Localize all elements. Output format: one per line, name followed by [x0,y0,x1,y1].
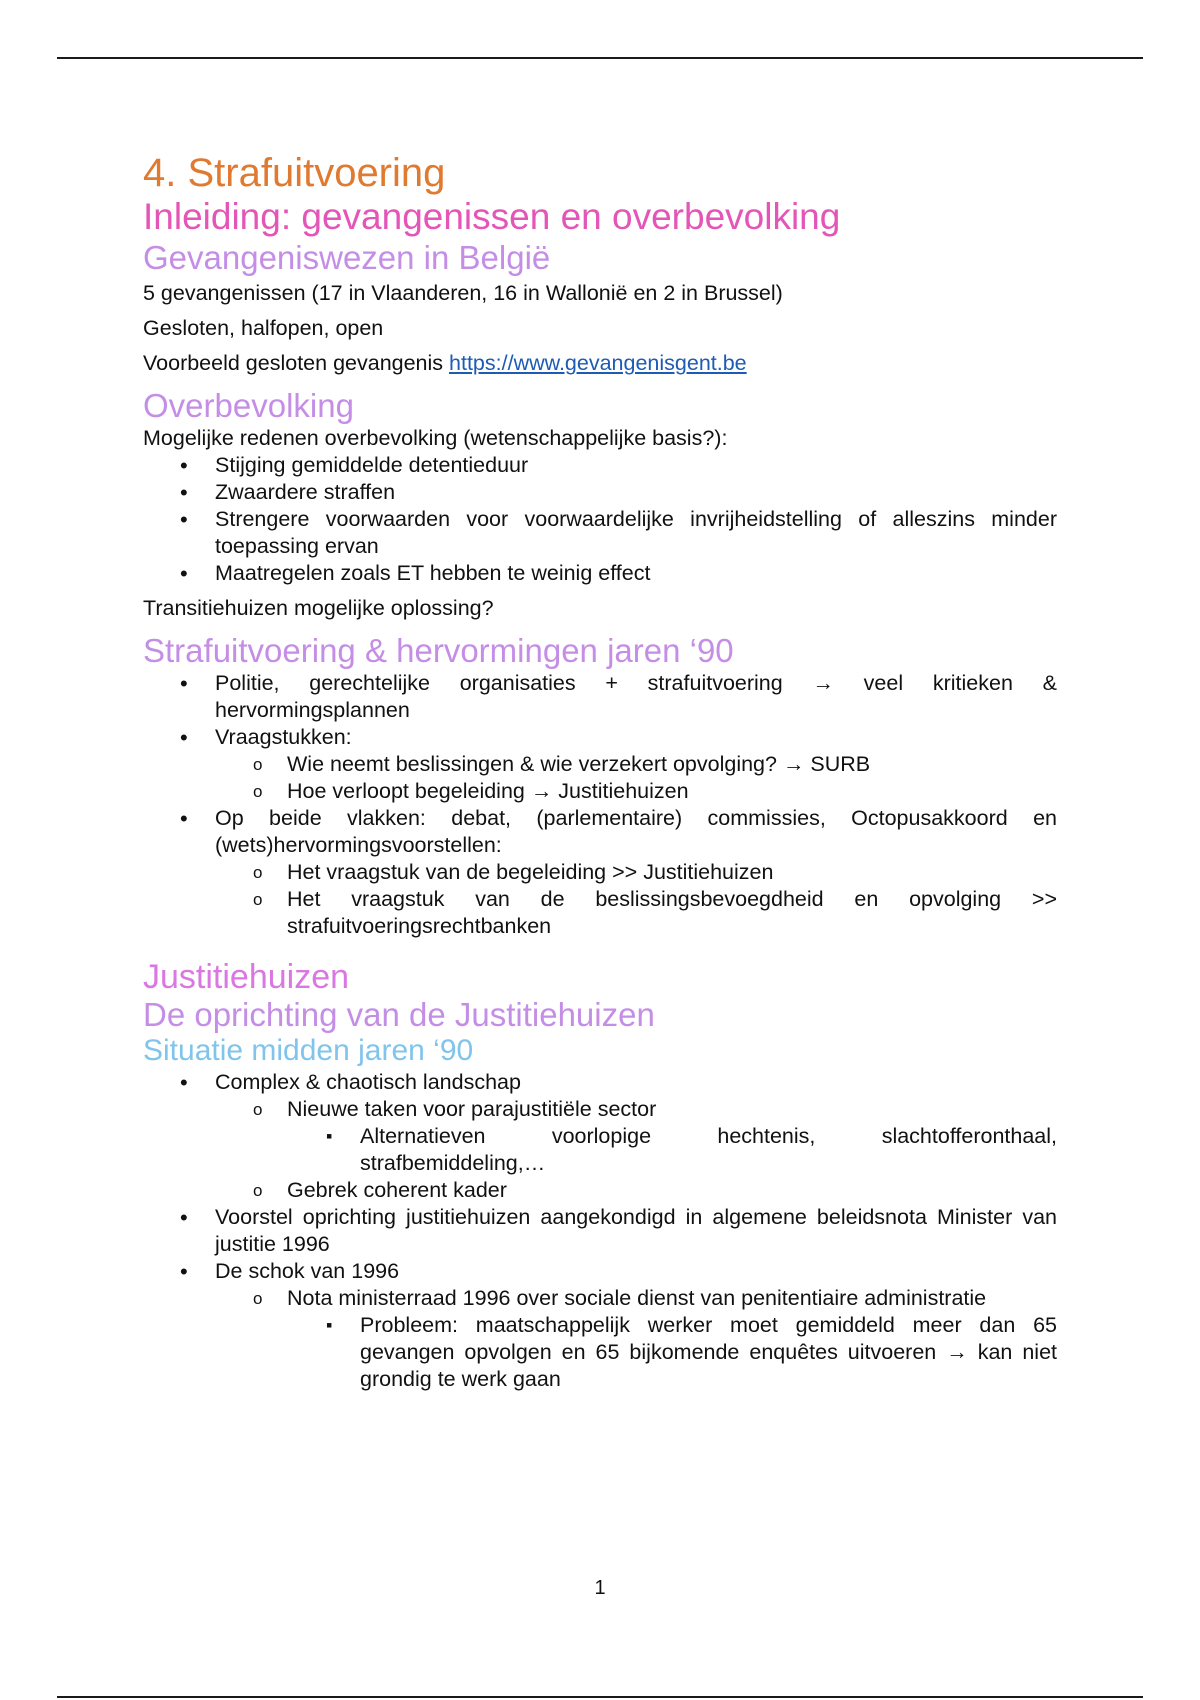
document-page [143,150,1057,1393]
subsection-hervormingen-title: Strafuitvoering & hervormingen jaren ‘90 [143,632,734,670]
situatie-item-3-sub-1: Nota ministerraad 1996 over sociale dienst van penitentiaire administratie [287,1285,987,1310]
hervormingen-list [143,670,1057,940]
belgie-line-3 [143,350,1057,377]
list-subitem: o Het vraagstuk van de begeleiding >> Justitiehuizen [143,859,1057,886]
section-justitiehuizen-title: Justitiehuizen [143,958,350,997]
list-item: • Strengere voorwaarden voor voorwaardelijke invrijheidstelling of alleszins minder toepassing ervan [143,506,1057,560]
subsection-situatie-title: Situatie midden jaren ‘90 [143,1034,474,1068]
page-number: 1 [594,1577,606,1599]
belgie-line-1: 5 gevangenissen (17 in Vlaanderen, 16 in Wallonië en 2 in Brussel) [143,281,783,306]
chapter-title: 4. Strafuitvoering [143,151,446,195]
belgie-line-2: Gesloten, halfopen, open [143,316,384,341]
list-subitem: o Wie neemt beslissingen & wie verzekert opvolging? → SURB [143,751,1057,778]
situatie-item-1-sub-1: Nieuwe taken voor parajustitiële sector [287,1096,657,1121]
gevangenisgent-link[interactable]: https://www.gevangenisgent.be [449,351,747,376]
hervormingen-item-3: Op beide vlakken: debat, (parlementaire) commissies, Octopusakkoord en (wets)hervormingsvoorstellen: [215,806,1057,858]
list-subitem [143,1285,1057,1393]
overbevolking-list [143,452,1057,587]
list-subitem: o Gebrek coherent kader [143,1177,1057,1204]
list-item: • Zwaardere straffen [143,479,1057,506]
footer-rule [57,1696,1143,1698]
list-subsubitem: ▪ Probleem: maatschappelijk werker moet gemiddeld meer dan 65 gevangen opvolgen en 65 bijkomende enquêtes uitvoeren → kan niet grondig te werk gaan [143,1312,1057,1393]
list-item [143,805,1057,940]
list-item [143,1069,1057,1204]
header-rule [57,57,1143,59]
list-subitem: o Hoe verloopt begeleiding → Justitiehuizen [143,778,1057,805]
list-item [143,670,1057,724]
situatie-item-1: Complex & chaotisch landschap [215,1069,521,1094]
hervormingen-item-1: Politie, gerechtelijke organisaties + strafuitvoering → veel kritieken & hervormingsplannen [215,671,1057,723]
list-item [143,1258,1057,1393]
overbevolking-closing: Transitiehuizen mogelijke oplossing? [143,596,494,621]
subsection-belgie-title: Gevangeniswezen in België [143,238,551,276]
belgie-line-3-text: Voorbeeld gesloten gevangenis [143,351,450,376]
hervormingen-item-2: Vraagstukken: [215,725,352,750]
list-item [143,724,1057,805]
situatie-list [143,1069,1057,1393]
situatie-item-3: De schok van 1996 [215,1258,400,1283]
list-subitem [143,1096,1057,1177]
list-item: • Stijging gemiddelde detentieduur [143,452,1057,479]
list-item: • Maatregelen zoals ET hebben te weinig effect [143,560,1057,587]
overbevolking-intro: Mogelijke redenen overbevolking (wetenschappelijke basis?): [143,426,728,451]
section-intro-title: Inleiding: gevangenissen en overbevolking [143,196,841,237]
list-subsubitem: ▪ Alternatieven voorlopige hechtenis, slachtofferonthaal, strafbemiddeling,… [143,1123,1057,1177]
list-subitem: o Het vraagstuk van de beslissingsbevoegdheid en opvolging >> strafuitvoeringsrechtbanken [143,886,1057,940]
subsection-overbevolking-title: Overbevolking [143,387,354,425]
subsection-oprichting-title: De oprichting van de Justitiehuizen [143,996,655,1034]
list-item: • Voorstel oprichting justitiehuizen aangekondigd in algemene beleidsnota Minister van justitie 1996 [143,1204,1057,1258]
